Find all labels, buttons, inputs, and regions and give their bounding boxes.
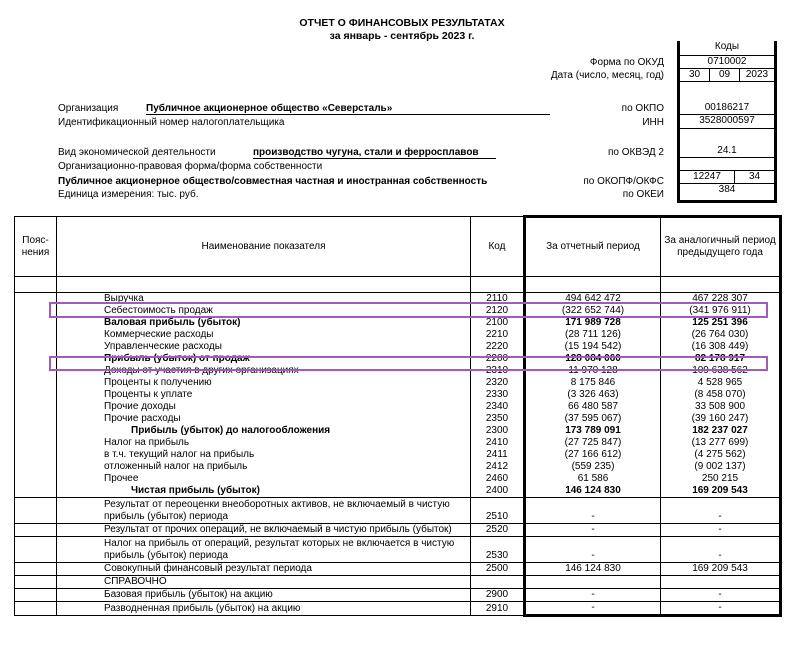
row-prev: 33 508 900 (661, 401, 781, 413)
row-name: Проценты к получению (57, 377, 471, 389)
row-code: 2110 (471, 293, 525, 306)
row-prev: (8 458 070) (661, 389, 781, 401)
notes-cell (15, 473, 57, 485)
notes-cell (15, 449, 57, 461)
table-row (15, 449, 781, 461)
row-code: 2412 (471, 461, 525, 473)
row-name: Коммерческие расходы (57, 329, 471, 341)
row-prev: 125 251 396 (661, 317, 781, 329)
row-prev: - (661, 537, 781, 563)
highlight-cost-of-sales (49, 302, 768, 318)
row-name: Себестоимость продаж (57, 305, 471, 317)
row-prev: - (661, 524, 781, 537)
row-code: 2200 (471, 353, 525, 365)
okfs-value: 34 (735, 171, 774, 184)
inn-value: 3528000597 (680, 115, 774, 129)
row-current: (28 711 126) (525, 329, 661, 341)
table-row (15, 377, 781, 389)
notes-cell (15, 563, 57, 576)
row-code: 2350 (471, 413, 525, 425)
row-prev: (4 275 562) (661, 449, 781, 461)
okopf-value: 12247 (680, 171, 735, 184)
row-prev: 82 178 917 (661, 353, 781, 365)
table-row (15, 401, 781, 413)
table-row (15, 576, 781, 589)
okei-value: 384 (718, 184, 736, 195)
row-current: (27 725 847) (525, 437, 661, 449)
activity-value: производство чугуна, стали и ферросплавов (253, 147, 496, 159)
row-current: 11 970 128 (525, 365, 661, 377)
inn-label: Идентификационный номер налогоплательщика (58, 117, 285, 128)
financial-results-table (14, 215, 782, 617)
row-current: - (525, 589, 661, 602)
table-row (15, 589, 781, 602)
notes-cell (15, 524, 57, 537)
notes-cell (15, 377, 57, 389)
row-prev: 182 237 027 (661, 425, 781, 437)
highlight-operating-profit (49, 356, 768, 371)
row-code (471, 576, 525, 589)
inn-label-right: ИНН (642, 117, 664, 128)
row-code: 2900 (471, 589, 525, 602)
row-code: 2330 (471, 389, 525, 401)
notes-cell (15, 602, 57, 616)
row-name: Доходы от участия в других организациях (57, 365, 471, 377)
okpo-label: по ОКПО (621, 103, 664, 114)
okei-label: по ОКЕИ (622, 189, 664, 200)
row-code: 2411 (471, 449, 525, 461)
row-code: 2400 (471, 485, 525, 498)
row-code: 2530 (471, 537, 525, 563)
row-name: Базовая прибыль (убыток) на акцию (57, 589, 471, 602)
row-current: (37 595 067) (525, 413, 661, 425)
row-current: - (525, 602, 661, 616)
row-prev: 467 228 307 (661, 293, 781, 306)
col-code-header: Код (471, 217, 525, 277)
row-prev (661, 576, 781, 589)
notes-cell (15, 485, 57, 498)
activity-label: Вид экономической деятельности (58, 147, 216, 158)
row-name: Прибыль (убыток) от продаж (57, 353, 471, 365)
row-name: Управленческие расходы (57, 341, 471, 353)
notes-cell (15, 401, 57, 413)
row-code: 2410 (471, 437, 525, 449)
col-notes-header: Пояс-нения (15, 217, 57, 277)
row-current: 146 124 830 (525, 563, 661, 576)
row-name: Проценты к уплате (57, 389, 471, 401)
notes-cell (15, 437, 57, 449)
col-name-header: Наименование показателя (57, 217, 471, 277)
row-current: 171 989 728 (525, 317, 661, 329)
date-day: 30 (680, 69, 710, 82)
row-code: 2340 (471, 401, 525, 413)
okud-value: 0710002 (680, 56, 774, 69)
row-prev: (16 308 449) (661, 341, 781, 353)
org-label: Организация (58, 103, 119, 114)
row-prev: 109 638 562 (661, 365, 781, 377)
row-name: Совокупный финансовый результат периода (57, 563, 471, 576)
notes-cell (15, 329, 57, 341)
date-year: 2023 (740, 69, 774, 82)
date-label: Дата (число, месяц, год) (550, 70, 664, 81)
report-title: ОТЧЕТ О ФИНАНСОВЫХ РЕЗУЛЬТАТАХ (299, 17, 505, 29)
row-name: Прочие доходы (57, 401, 471, 413)
row-prev: 169 209 543 (661, 563, 781, 576)
table-row (15, 341, 781, 353)
row-name: Прочие расходы (57, 413, 471, 425)
row-current: 128 084 060 (525, 353, 661, 365)
table-row (15, 437, 781, 449)
row-prev: 250 215 (661, 473, 781, 485)
row-code: 2310 (471, 365, 525, 377)
notes-cell (15, 425, 57, 437)
table-row (15, 498, 781, 524)
codes-box (677, 41, 777, 203)
row-name: отложенный налог на прибыль (57, 461, 471, 473)
row-current: 66 480 587 (525, 401, 661, 413)
table-row (15, 563, 781, 576)
col-current-header: За отчетный период (525, 217, 661, 277)
date-month: 09 (710, 69, 740, 82)
row-name: Прибыль (убыток) до налогообложения (57, 425, 471, 437)
row-name: Налог на прибыль от операций, результат которых не включается в чистую прибыль (убыток) периода (57, 537, 471, 563)
row-prev: (39 160 247) (661, 413, 781, 425)
table-row (15, 425, 781, 437)
row-current: (322 652 744) (525, 305, 661, 317)
okved-label: по ОКВЭД 2 (608, 147, 664, 158)
row-name: Прочее (57, 473, 471, 485)
row-current: (15 194 542) (525, 341, 661, 353)
row-prev: - (661, 498, 781, 524)
col-prev-header: За аналогичный период предыдущего года (661, 217, 781, 277)
row-code: 2910 (471, 602, 525, 616)
row-current: - (525, 498, 661, 524)
notes-cell (15, 498, 57, 524)
table-row (15, 537, 781, 563)
notes-cell (15, 576, 57, 589)
notes-cell (15, 341, 57, 353)
row-name: Результат от прочих операций, не включаемый в чистую прибыль (убыток) (57, 524, 471, 537)
table-row (15, 413, 781, 425)
row-prev: (341 976 911) (661, 305, 781, 317)
okud-label: Форма по ОКУД (589, 57, 664, 68)
notes-cell (15, 413, 57, 425)
row-code: 2100 (471, 317, 525, 329)
notes-cell (15, 589, 57, 602)
row-code: 2520 (471, 524, 525, 537)
legal-form-label: Организационно-правовая форма/форма собственности (58, 161, 323, 172)
okved-value: 24.1 (680, 145, 774, 158)
org-name: Публичное акционерное общество «Северсталь» (146, 103, 550, 115)
row-current: 173 789 091 (525, 425, 661, 437)
row-name: Выручка (57, 293, 471, 306)
okpo-value: 00186217 (680, 102, 774, 115)
row-name: СПРАВОЧНО (57, 576, 471, 589)
row-name: Налог на прибыль (57, 437, 471, 449)
table-row (15, 389, 781, 401)
table-row (15, 461, 781, 473)
table-row (15, 485, 781, 498)
row-code: 2210 (471, 329, 525, 341)
report-period: за январь - сентябрь 2023 г. (329, 30, 475, 42)
row-code: 2220 (471, 341, 525, 353)
row-code: 2120 (471, 305, 525, 317)
notes-cell (15, 537, 57, 563)
row-code: 2300 (471, 425, 525, 437)
row-prev: 4 528 965 (661, 377, 781, 389)
row-current: 494 642 472 (525, 293, 661, 306)
table-row (15, 524, 781, 537)
row-current: (3 326 463) (525, 389, 661, 401)
unit-label: Единица измерения: тыс. руб. (58, 189, 199, 200)
table-row (15, 317, 781, 329)
table-row (15, 329, 781, 341)
row-current: 61 586 (525, 473, 661, 485)
table-row (15, 473, 781, 485)
row-prev: (13 277 699) (661, 437, 781, 449)
notes-cell (15, 317, 57, 329)
row-code: 2500 (471, 563, 525, 576)
codes-header: Коды (680, 41, 774, 56)
row-prev: 169 209 543 (661, 485, 781, 498)
row-prev: (9 002 137) (661, 461, 781, 473)
row-name: Чистая прибыль (убыток) (57, 485, 471, 498)
row-prev: - (661, 602, 781, 616)
row-code: 2510 (471, 498, 525, 524)
row-prev: - (661, 589, 781, 602)
notes-cell (15, 461, 57, 473)
row-current: (27 166 612) (525, 449, 661, 461)
row-prev: (26 764 030) (661, 329, 781, 341)
legal-form-value: Публичное акционерное общество/совместная частная и иностранная собственность (58, 176, 488, 187)
row-current: - (525, 537, 661, 563)
okopf-label: по ОКОПФ/ОКФС (583, 176, 664, 187)
row-code: 2320 (471, 377, 525, 389)
row-name: Результат от переоценки внеоборотных активов, не включаемый в чистую прибыль (убыток) периода (57, 498, 471, 524)
row-code: 2460 (471, 473, 525, 485)
row-name: Валовая прибыль (убыток) (57, 317, 471, 329)
notes-cell (15, 389, 57, 401)
table-row (15, 602, 781, 616)
row-current: - (525, 524, 661, 537)
row-current: 146 124 830 (525, 485, 661, 498)
row-current: 8 175 846 (525, 377, 661, 389)
row-name: Разводненная прибыль (убыток) на акцию (57, 602, 471, 616)
row-name: в т.ч. текущий налог на прибыль (57, 449, 471, 461)
row-current (525, 576, 661, 589)
row-current: (559 235) (525, 461, 661, 473)
